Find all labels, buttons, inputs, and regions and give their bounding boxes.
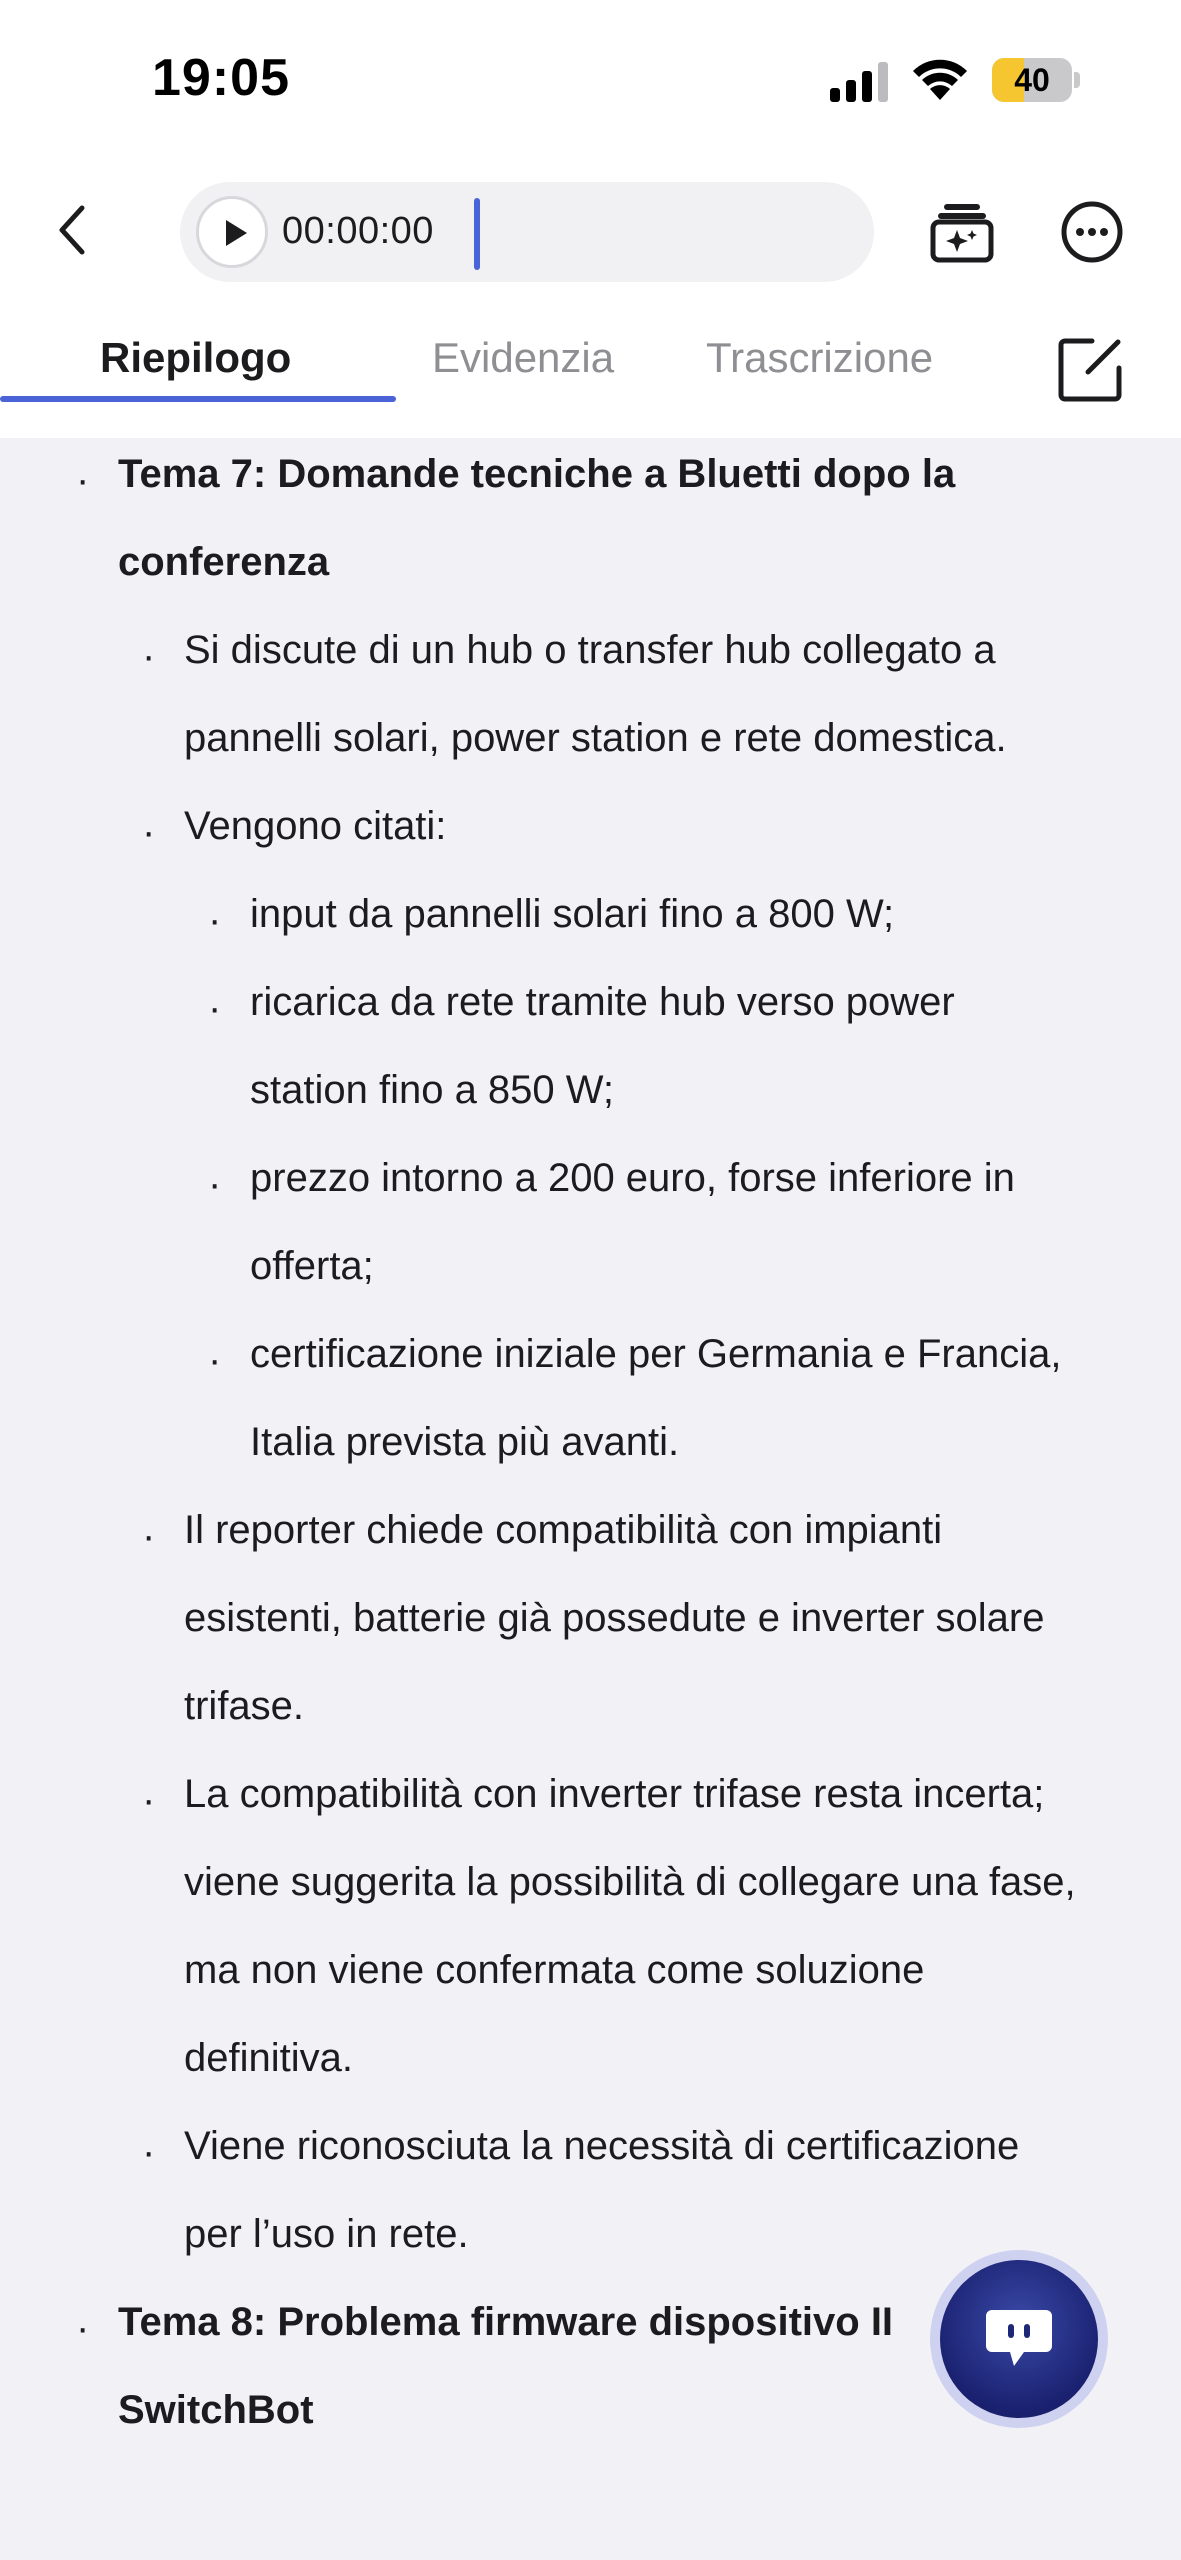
sub-list-item: prezzo intorno a 200 euro, forse inferiore in — [250, 1156, 1015, 1200]
bullet-marker: · — [142, 1778, 156, 1822]
status-bar — [0, 0, 1181, 160]
sub-list-item: ricarica da rete tramite hub verso power — [250, 980, 955, 1024]
theme-7-title: conferenza — [118, 540, 330, 584]
list-item: esistenti, batterie già possedute e inverter solare — [184, 1596, 1045, 1640]
bullet-marker: · — [208, 898, 222, 942]
list-item: per l’uso in rete. — [184, 2212, 469, 2256]
playback-timecode: 00:00:00 — [282, 210, 434, 252]
list-item: viene suggerita la possibilità di collegare una fase, — [184, 1860, 1076, 1904]
summary-content — [0, 438, 1181, 2560]
bullet-marker: · — [208, 1338, 222, 1382]
list-item: pannelli solari, power station e rete domestica. — [184, 716, 1007, 760]
more-icon[interactable] — [1060, 200, 1124, 264]
recording-toolbar — [0, 160, 1181, 300]
chat-bubble-icon — [984, 2308, 1054, 2370]
sub-list-item: offerta; — [250, 1244, 374, 1288]
list-item: Vengono citati: — [184, 804, 447, 848]
sub-list-item: station fino a 850 W; — [250, 1068, 614, 1112]
list-item: trifase. — [184, 1684, 305, 1728]
list-item: Il reporter chiede compatibilità con impianti — [184, 1508, 943, 1552]
playback-scrubber[interactable] — [474, 198, 480, 270]
tab-evidenzia[interactable]: Evidenzia — [432, 334, 615, 381]
bullet-marker: · — [208, 986, 222, 1030]
tab-bar — [0, 300, 1181, 438]
ai-cards-icon[interactable] — [930, 200, 994, 264]
status-time: 19:05 — [152, 49, 290, 107]
audio-player[interactable] — [180, 182, 874, 282]
bullet-marker: · — [142, 2130, 156, 2174]
battery-level: 40 — [1014, 62, 1050, 98]
signal-icon — [830, 62, 892, 102]
bullet-marker: · — [142, 810, 156, 854]
theme-8-title: Tema 8: Problema firmware dispositivo II — [118, 2300, 894, 2344]
active-tab-indicator — [0, 396, 396, 402]
theme-8-title: SwitchBot — [118, 2388, 314, 2432]
list-item: La compatibilità con inverter trifase resta incerta; — [184, 1772, 1045, 1816]
list-item: definitiva. — [184, 2036, 353, 2080]
tab-trascrizione[interactable]: Trascrizione — [706, 334, 934, 381]
ai-chat-button[interactable] — [940, 2260, 1098, 2418]
theme-7-title: Tema 7: Domande tecniche a Bluetti dopo la — [118, 452, 956, 496]
list-item: Viene riconosciuta la necessità di certificazione — [184, 2124, 1020, 2168]
wifi-icon — [910, 56, 970, 102]
tab-riepilogo[interactable]: Riepilogo — [100, 334, 292, 381]
bullet-marker: · — [142, 1514, 156, 1558]
list-item: Si discute di un hub o transfer hub collegato a — [184, 628, 996, 672]
bullet-marker: · — [76, 458, 90, 502]
edit-icon[interactable] — [1058, 336, 1124, 402]
back-chevron-icon[interactable] — [48, 202, 100, 258]
list-item: ma non viene confermata come soluzione — [184, 1948, 925, 1992]
bullet-marker: · — [76, 2306, 90, 2350]
sub-list-item: Italia prevista più avanti. — [250, 1420, 680, 1464]
play-button[interactable] — [196, 196, 268, 268]
sub-list-item: certificazione iniziale per Germania e Francia, — [250, 1332, 1062, 1376]
bullet-marker: · — [142, 634, 156, 678]
bullet-marker: · — [208, 1162, 222, 1206]
play-icon — [221, 218, 251, 248]
battery-icon — [992, 58, 1080, 102]
sub-list-item: input da pannelli solari fino a 800 W; — [250, 892, 895, 936]
